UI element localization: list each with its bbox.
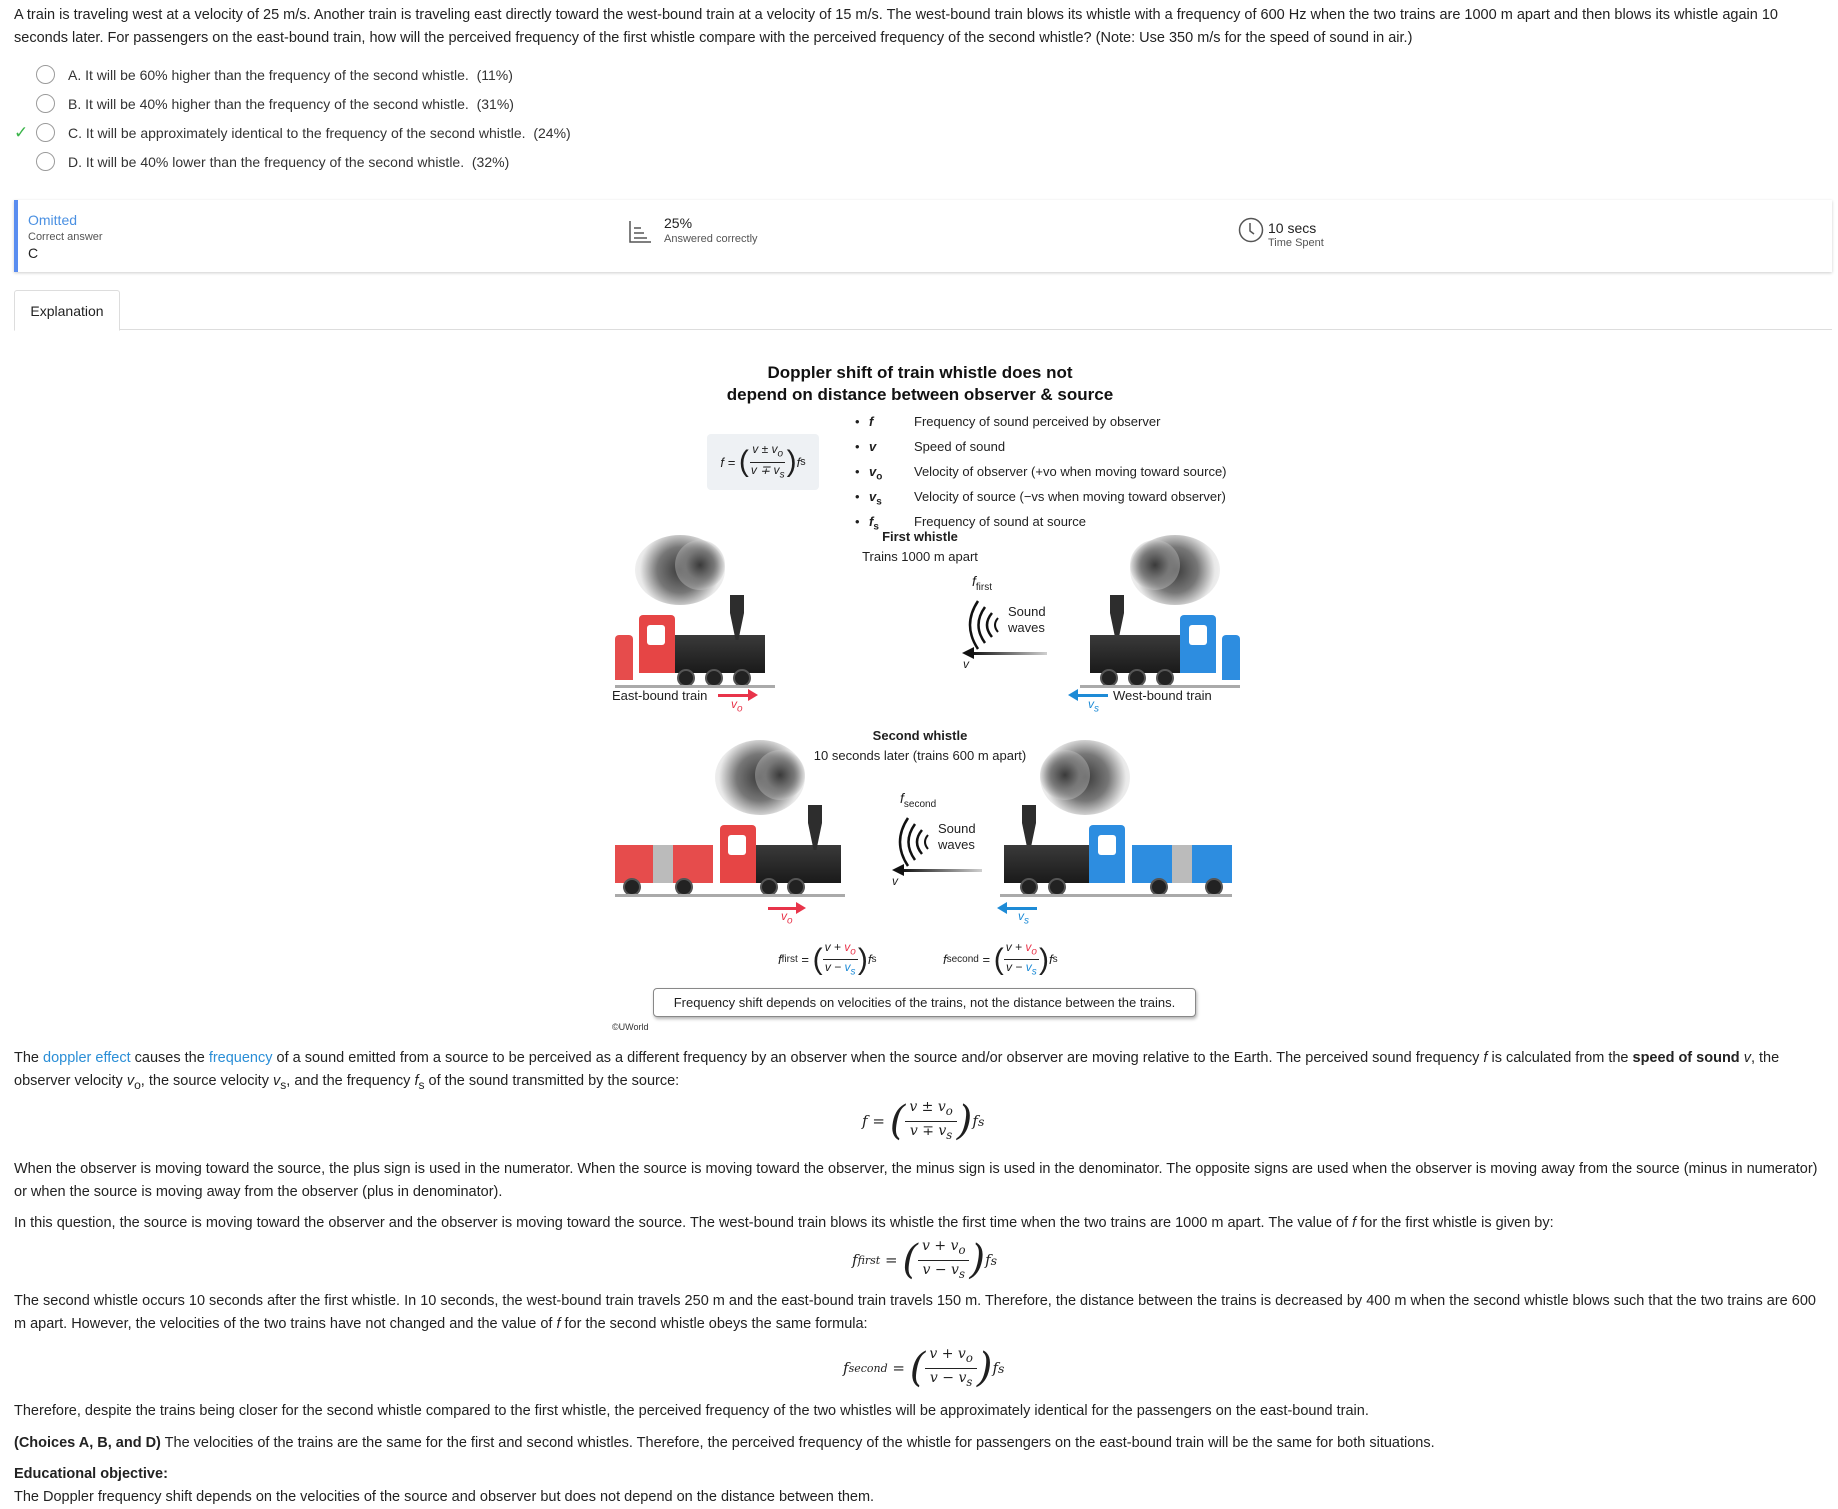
bar-chart-icon xyxy=(628,220,652,244)
choice-text: It will be approximately identical to the frequency of the second whistle. xyxy=(85,125,526,141)
first-whistle-equation: f first = ( $\frac{v + v_o}{v - v_s}$ ) f s xyxy=(852,1237,998,1284)
stats-panel xyxy=(14,200,1832,272)
legend-desc: Frequency of sound at source xyxy=(914,514,1086,530)
second-whistle-subheading: 10 seconds later (trains 600 m apart) xyxy=(813,748,1027,763)
east-bound-train-2 xyxy=(615,740,845,890)
first-frequency-equation: f first = ( $\frac{v + v_o}{v - v_s}$ ) f s xyxy=(778,940,877,978)
answer-status: Omitted xyxy=(28,212,78,228)
vs-label: $v_s$ xyxy=(1018,909,1029,927)
time-spent-label: Time Spent xyxy=(1268,237,1324,249)
explanation-paragraph-1: The doppler effect causes the frequency of a sound emitted from a source to be perceived as a different frequency by an observer when the source and/or observer are moving relative to the Earth. The perceived sound frequency f is calculated from the speed of sound v, the observer velocity $v_o$, the source velocity $v_s$, and the frequency $f_s$ of the sound transmitted by the source: xyxy=(14,1050,1780,1092)
legend-row: • f Frequency of sound perceived by observer xyxy=(855,412,1227,437)
legend-row: • $v_s$ Velocity of source (−vs when moving toward observer) xyxy=(855,487,1227,512)
v-label: v xyxy=(892,874,898,888)
west-bound-label: West-bound train xyxy=(1113,688,1212,703)
legend-desc: Speed of sound xyxy=(914,439,1006,455)
f-first-label: $f_{first}$ xyxy=(972,573,992,593)
tab-explanation[interactable]: Explanation xyxy=(14,290,120,331)
choice-letter: A. xyxy=(68,67,82,83)
vs-label: $v_s$ xyxy=(1088,697,1099,715)
percent-correct-label: Answered correctly xyxy=(664,233,758,245)
time-spent: 10 secs xyxy=(1268,220,1317,236)
west-bound-train-2 xyxy=(1000,740,1232,890)
sound-velocity-arrow xyxy=(972,652,1047,655)
legend-desc: Velocity of source (−vs when moving toward observer) xyxy=(914,489,1226,505)
percent-correct: 25% xyxy=(664,215,693,231)
sound-velocity-arrow xyxy=(902,869,982,872)
legend-row: • v Speed of sound xyxy=(855,437,1227,462)
choice-letter: D. xyxy=(68,154,82,170)
correct-answer-value: C xyxy=(28,245,39,261)
sub: o xyxy=(777,448,784,460)
vo-label: $v_o$ xyxy=(731,697,743,715)
choice-percent: (24%) xyxy=(533,125,571,141)
explanation-paragraph-3: In this question, the source is moving toward the observer and the observer is moving toward the source. The west-bound train blows its whistle the first time when the two trains are 1000 m apart. The value of f for the first whistle is given by: xyxy=(14,1215,1554,1231)
east-bound-label: East-bound train xyxy=(612,688,708,703)
radio-button[interactable] xyxy=(36,152,55,171)
formula-lhs: f = xyxy=(720,454,736,470)
choice-text: It will be 60% higher than the frequency of the second whistle. xyxy=(85,67,469,83)
v-label: v xyxy=(963,657,969,671)
f-second-label: $f_{second}$ xyxy=(900,790,937,810)
den: v ∓ v xyxy=(750,462,780,477)
formula-fraction xyxy=(749,442,787,482)
choice-percent: (11%) xyxy=(476,67,513,83)
num: v ± v xyxy=(752,442,778,457)
second-whistle-equation: f second = ( $\frac{v + v_o}{v - v_s}$ ) f s xyxy=(843,1345,1005,1392)
tab-bar xyxy=(14,290,1832,330)
radio-button[interactable] xyxy=(36,65,55,84)
sound-waves-label: Sound waves xyxy=(938,821,976,852)
explanation-paragraph-4: The second whistle occurs 10 seconds after the first whistle. In 10 seconds, the west-bound train travels 250 m and the east-bound train travels 150 m. Therefore, the distance between the trains is decreased by 400 m when the second whistle blows such that the two trains are 600 m apart. However, the velocities of the two trains have not changed and the value of f for the second whistle obeys the same formula: xyxy=(14,1293,1816,1332)
first-whistle-subheading: Trains 1000 m apart xyxy=(862,549,978,564)
figure-title-line: depend on distance between observer & source xyxy=(726,385,1114,404)
doppler-equation: f = ( $\frac{v \pm v_o}{v \mp v_s}$ ) f s xyxy=(862,1098,985,1145)
sub: s xyxy=(800,456,806,468)
radio-button[interactable] xyxy=(36,94,55,113)
paren: ( xyxy=(738,445,749,478)
figure-title-line: Doppler shift of train whistle does not xyxy=(767,363,1073,382)
explanation-paragraph-2: When the observer is moving toward the source, the plus sign is used in the numerator. When the source is moving toward the observer, the minus sign is used in the denominator. The opposite signs are used when the observer is moving away from the source (minus in numerator) or when the source is moving away from the observer (plus in denominator). xyxy=(14,1161,1818,1200)
sub: s xyxy=(779,468,785,480)
choice-text: It will be 40% higher than the frequency of the second whistle. xyxy=(85,96,469,112)
doppler-formula-box xyxy=(707,434,819,490)
choice-letter: B. xyxy=(68,96,82,112)
explanation-paragraph-5: Therefore, despite the trains being closer for the second whistle compared to the first whistle, the perceived frequency of the two whistles will be approximately identical for the passengers on the east-bound train. xyxy=(14,1403,1369,1419)
question-stem: A train is traveling west at a velocity of 25 m/s. Another train is traveling east directly toward the west-bound train at a velocity of 15 m/s. The west-bound train blows its whistle with a frequency of 600 Hz when the two trains are 1000 m apart and then blows its whistle again 10 seconds later. For passengers on the east-bound train, how will the perceived frequency of the first whistle compare with the perceived frequency of the second whistle? (Note: Use 350 m/s for the speed of sound in air.) xyxy=(14,7,1778,46)
legend-desc: Velocity of observer (+vo when moving toward source) xyxy=(914,464,1227,480)
legend-row: • $v_o$ Velocity of observer (+vo when moving toward source) xyxy=(855,462,1227,487)
west-bound-train-1 xyxy=(1070,535,1240,685)
second-frequency-equation: f second = ( $\frac{v + v_o}{v - v_s}$ ) f s xyxy=(943,940,1058,978)
tail: f xyxy=(796,454,801,470)
first-whistle-heading: First whistle xyxy=(882,529,958,544)
choice-percent: (31%) xyxy=(476,96,514,112)
variable-legend xyxy=(855,412,1227,537)
legend-row: • $f_s$ Frequency of sound at source xyxy=(855,512,1227,537)
second-whistle-heading: Second whistle xyxy=(872,728,968,743)
paren: ) xyxy=(786,445,797,478)
objective-heading: Educational objective: xyxy=(14,1466,168,1482)
choice-percent: (32%) xyxy=(471,154,510,170)
copyright: ©UWorld xyxy=(612,1022,649,1032)
arrow-right-icon xyxy=(748,689,758,701)
frequency-link[interactable]: frequency xyxy=(208,1050,273,1066)
doppler-effect-link[interactable]: doppler effect xyxy=(43,1050,131,1066)
correct-answer-label: Correct answer xyxy=(28,231,103,243)
figure-title xyxy=(700,362,1140,406)
choice-letter: C. xyxy=(68,125,82,141)
objective-text: The Doppler frequency shift depends on the velocities of the source and observer but does not depend on the distance between them. xyxy=(14,1489,875,1505)
vo-label: $v_o$ xyxy=(781,909,793,927)
east-bound-train-1 xyxy=(615,535,785,685)
choice-text: It will be 40% lower than the frequency of the second whistle. xyxy=(85,154,465,170)
clock-icon xyxy=(1238,217,1264,243)
radio-button[interactable] xyxy=(36,123,55,142)
arrow-right-icon xyxy=(796,902,806,914)
figure-caption: Frequency shift depends on velocities of the trains, not the distance between the trains. xyxy=(653,988,1196,1017)
correct-check-icon: ✓ xyxy=(14,123,29,142)
explanation-paragraph-6: (Choices A, B, and D) The velocities of the trains are the same for the first and second whistles. Therefore, the perceived frequency of the whistle for passengers on the east-bound train will be the same for both situations. xyxy=(14,1435,1435,1451)
legend-desc: Frequency of sound perceived by observer xyxy=(914,414,1161,429)
sound-waves-label: Sound waves xyxy=(1008,604,1046,635)
